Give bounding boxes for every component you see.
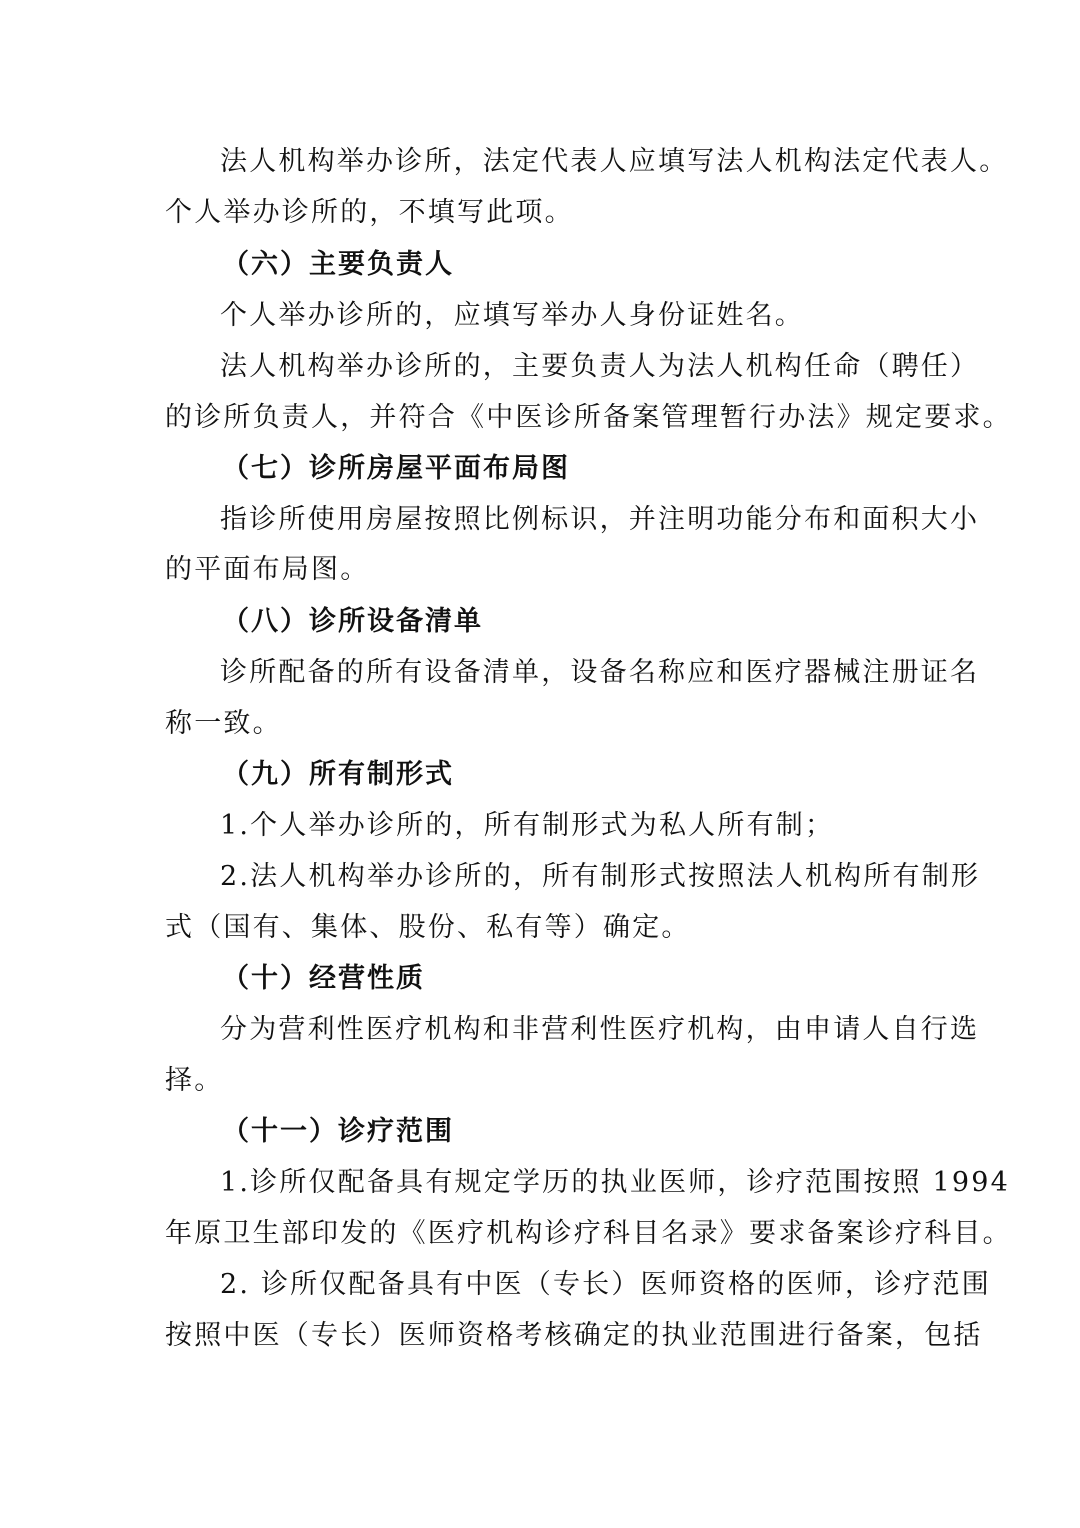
paragraph-line: 个人举办诊所的，应填写举办人身份证姓名。	[220, 300, 804, 331]
paragraph-line: 择。	[165, 1065, 224, 1096]
paragraph-line: 2. 诊所仅配备具有中医（专长）医师资格的医师，诊疗范围	[220, 1269, 991, 1300]
section-heading: （七）诊所房屋平面布局图	[222, 453, 570, 484]
paragraph-line: 法人机构举办诊所，法定代表人应填写法人机构法定代表人。	[220, 146, 1009, 177]
paragraph-line: 1.诊所仅配备具有规定学历的执业医师，诊疗范围按照 1994	[220, 1167, 1011, 1198]
section-heading: （十一）诊疗范围	[222, 1116, 454, 1147]
paragraph-line: 式（国有、集体、股份、私有等）确定。	[165, 912, 691, 943]
paragraph-line: 年原卫生部印发的《医疗机构诊疗科目名录》要求备案诊疗科目。	[165, 1218, 1012, 1249]
paragraph-line: 按照中医（专长）医师资格考核确定的执业范围进行备案，包括	[165, 1320, 983, 1351]
paragraph-line: 的诊所负责人，并符合《中医诊所备案管理暂行办法》规定要求。	[165, 402, 1012, 433]
paragraph-line: 分为营利性医疗机构和非营利性医疗机构，由申请人自行选	[220, 1014, 980, 1045]
paragraph-line: 称一致。	[165, 708, 282, 739]
paragraph-line: 1.个人举办诊所的，所有制形式为私人所有制；	[220, 810, 835, 841]
section-heading: （九）所有制形式	[222, 759, 454, 790]
section-heading: （十）经营性质	[222, 963, 425, 994]
paragraph-line: 法人机构举办诊所的，主要负责人为法人机构任命（聘任）	[220, 351, 980, 382]
paragraph-line: 指诊所使用房屋按照比例标识，并注明功能分布和面积大小	[220, 504, 980, 535]
paragraph-line: 2.法人机构举办诊所的，所有制形式按照法人机构所有制形	[220, 861, 981, 892]
section-heading: （八）诊所设备清单	[222, 606, 483, 637]
paragraph-line: 诊所配备的所有设备清单，设备名称应和医疗器械注册证名	[220, 657, 980, 688]
paragraph-line: 个人举办诊所的，不填写此项。	[165, 197, 574, 228]
paragraph-line: 的平面布局图。	[165, 554, 370, 585]
section-heading: （六）主要负责人	[222, 249, 454, 280]
